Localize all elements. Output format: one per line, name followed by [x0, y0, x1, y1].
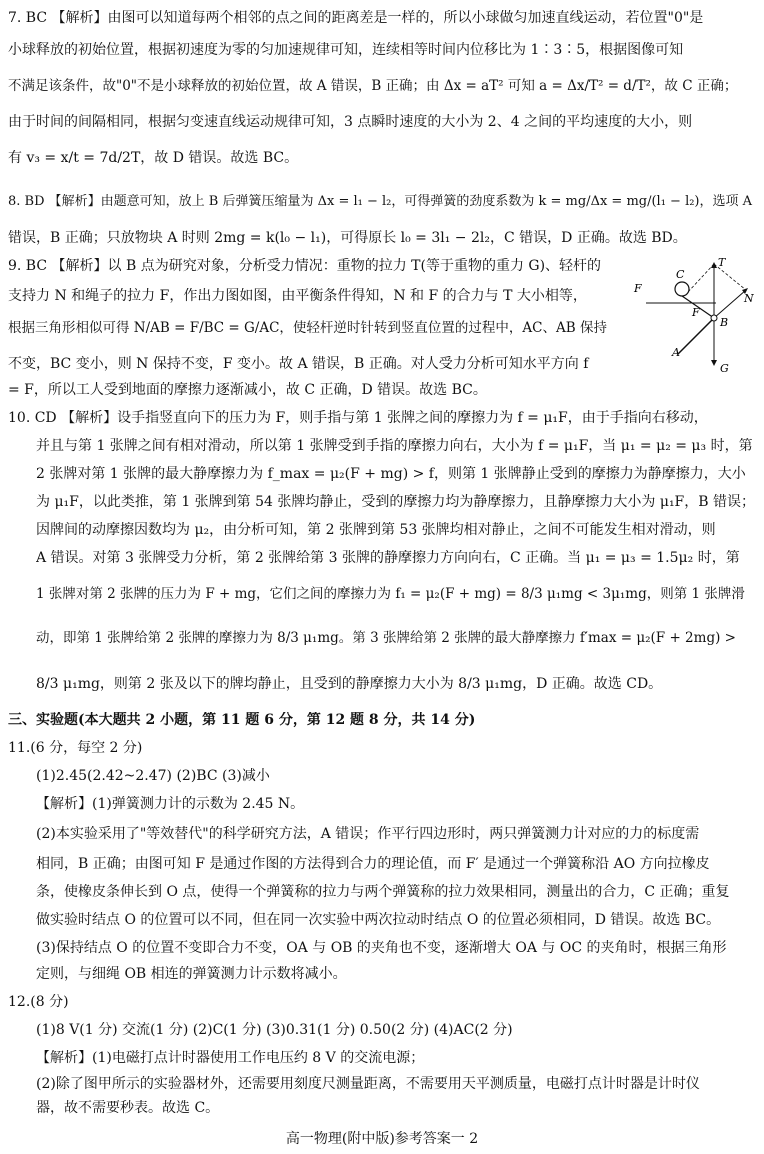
label-g: G	[720, 362, 729, 375]
q11-line-3: 相同，B 正确；由图可知 F 是通过作图的方法得到合力的理论值，而 F′ 是通过一个弹簧称沿 AO 方向拉橡皮	[36, 856, 710, 872]
parallelogram-dash-2	[688, 264, 714, 292]
q10-line-8: 动，即第 1 张牌给第 2 张牌的摩擦力为 8/3 μ₁mg。第 3 张牌给第 2 张牌的最大静摩擦力 f′max = μ₂(F + 2mg) >	[36, 630, 736, 646]
point-b	[711, 315, 717, 321]
q11-line-1: 【解析】(1)弹簧测力计的示数为 2.45 N。	[36, 796, 305, 812]
q7-line-2: 小球释放的初始位置，根据初速度为零的匀加速规律可知，连续相等时间内位移比为 1∶3∶5，根据图像可知	[8, 42, 684, 58]
q9-line-3: 根据三角形相似可得 N/AB = F/BC = G/AC，使轻杆逆时针转到竖直位置的过程中，AC、AB 保持	[8, 320, 607, 336]
label-f-left: F	[634, 282, 642, 295]
q9-line-4: 不变，BC 变小，则 N 保持不变，F 变小。故 A 错误，B 正确。对人受力分析可知水平方向 f	[8, 356, 589, 372]
q10-line-3: 2 张牌对第 1 张牌的最大静摩擦力为 f_max = μ₂(F + mg) > f，则第 1 张牌静止受到的摩擦力为静摩擦力，大小	[36, 466, 746, 482]
label-a: A	[672, 346, 680, 359]
q9-line-1: 9. BC 【解析】以 B 点为研究对象，分析受力情况：重物的拉力 T(等于重物的重力 G)、轻杆的	[8, 258, 602, 274]
force-n-line	[714, 290, 746, 318]
q11-answer: (1)2.45(2.42~2.47) (2)BC (3)减小	[36, 768, 270, 784]
q8-line-2: 错误，B 正确；只放物块 A 时则 2mg = k(l₀ − l₁)，可得原长 l₀ = 3l₁ − 2l₂，C 错误，D 正确。故选 BD。	[8, 230, 687, 246]
force-diagram	[632, 256, 756, 376]
q11-header: 11.(6 分，每空 2 分)	[8, 740, 143, 756]
force-g-arrow	[711, 360, 717, 366]
label-n: N	[744, 292, 754, 305]
force-t-arrow	[711, 262, 717, 268]
q8-line-1: 8. BD 【解析】由题意可知，放上 B 后弹簧压缩量为 Δx = l₁ − l₂，可得弹簧的劲度系数为 k = mg/Δx = mg/(l₁ − l₂)，选项 A	[8, 194, 753, 209]
label-c: C	[676, 268, 685, 281]
label-b: B	[720, 316, 729, 329]
q7-line-5: 有 v₃ = x/t = 7d/2T，故 D 错误。故选 BC。	[8, 150, 299, 166]
q7-line-4: 由于时间的间隔相同，根据匀变速直线运动规律可知，3 点瞬时速度的大小为 2、4 之间的平均速度的大小，则	[8, 114, 693, 130]
section-3-heading: 三、实验题(本大题共 2 小题，第 11 题 6 分，第 12 题 8 分，共 14 分)	[8, 712, 476, 728]
q11-line-2: (2)本实验采用了"等效替代"的科学研究方法，A 错误；作平行四边形时，两只弹簧测力计对应的力的标度需	[36, 826, 700, 842]
q10-line-5: 因牌间的动摩擦因数均为 μ₂，由分析可知，第 2 张牌到第 53 张牌均相对静止，之间不可能发生相对滑动，则	[36, 522, 716, 538]
q12-line-1: 【解析】(1)电磁打点计时器使用工作电压约 8 V 的交流电源；	[36, 1050, 425, 1066]
q9-line-2: 支持力 N 和绳子的拉力 F，作出力图如图，由平衡条件得知，N 和 F 的合力与 T 大小相等，	[8, 288, 587, 304]
q10-line-9: 8/3 μ₁mg，则第 2 张及以下的牌均静止，且受到的静摩擦力大小为 8/3 μ₁mg，D 正确。故选 CD。	[36, 676, 663, 692]
q10-line-4: 为 μ₁F，以此类推，第 1 张牌到第 54 张牌均静止，受到的摩擦力均为静摩擦力，且静摩擦力大小为 μ₁F，B 错误；	[36, 494, 756, 510]
pulley-c	[675, 282, 689, 296]
q12-line-3: 器，故不需要秒表。故选 C。	[36, 1100, 220, 1116]
q11-line-6: (3)保持结点 O 的位置不变即合力不变，OA 与 OB 的夹角也不变，逐渐增大 OA 与 OC 的夹角时，根据三角形	[36, 940, 727, 956]
q11-line-4: 条，使橡皮条伸长到 O 点，使得一个弹簧称的拉力与两个弹簧称的拉力效果相同，测量出的合力，C 正确；重复	[36, 884, 730, 900]
q12-header: 12.(8 分)	[8, 994, 69, 1010]
q7-line-1: 7. BC 【解析】由图可以知道每两个相邻的点之间的距离差是一样的，所以小球做匀加速直线运动，若位置"0"是	[8, 10, 704, 26]
label-f: F	[692, 306, 700, 319]
q10-line-7: 1 张牌对第 2 张牌的压力为 F + mg，它们之间的摩擦力为 f₁ = μ₂(F + mg) = 8/3 μ₁mg < 3μ₁mg，则第 1 张牌滑	[36, 586, 745, 602]
page-footer: 高一物理(附中版)参考答案一 2	[285, 1131, 479, 1147]
q7-line-3: 不满足该条件，故"0"不是小球释放的初始位置，故 A 错误，B 正确；由 Δx = aT² 可知 a = Δx/T² = d/T²，故 C 正确；	[8, 78, 738, 94]
q10-line-1: 10. CD 【解析】设手指竖直向下的压力为 F，则手指与第 1 张牌之间的摩擦力为 f = μ₁F，由于手指向右移动，	[8, 410, 708, 426]
q10-line-6: A 错误。对第 3 张牌受力分析，第 2 张牌给第 3 张牌的静摩擦力方向向右，C 正确。当 μ₁ = μ₃ = 1.5μ₂ 时，第	[36, 550, 740, 566]
q10-line-2: 并且与第 1 张牌之间有相对滑动，所以第 1 张牌受到手指的摩擦力向右，大小为 f = μ₁F，当 μ₁ = μ₂ = μ₃ 时，第	[36, 438, 753, 454]
label-t: T	[718, 256, 726, 269]
q12-line-2: (2)除了图甲所示的实验器材外，还需要用刻度尺测量距离，不需要用天平测质量，电磁打点计时器是计时仪	[36, 1076, 700, 1092]
q9-line-5: = F，所以工人受到地面的摩擦力逐渐减小，故 C 正确，D 错误。故选 BC。	[8, 382, 487, 398]
q11-line-5: 做实验时结点 O 的位置可以不同，但在同一次实验中两次拉动时结点 O 的位置必须相同，D 错误。故选 BC。	[36, 912, 721, 928]
rod-ab	[678, 318, 714, 354]
q12-answer: (1)8 V(1 分) 交流(1 分) (2)C(1 分) (3)0.31(1 分) 0.50(2 分) (4)AC(2 分)	[36, 1022, 513, 1038]
q11-line-7: 定则，与细绳 OB 相连的弹簧测力计示数将减小。	[36, 966, 347, 982]
